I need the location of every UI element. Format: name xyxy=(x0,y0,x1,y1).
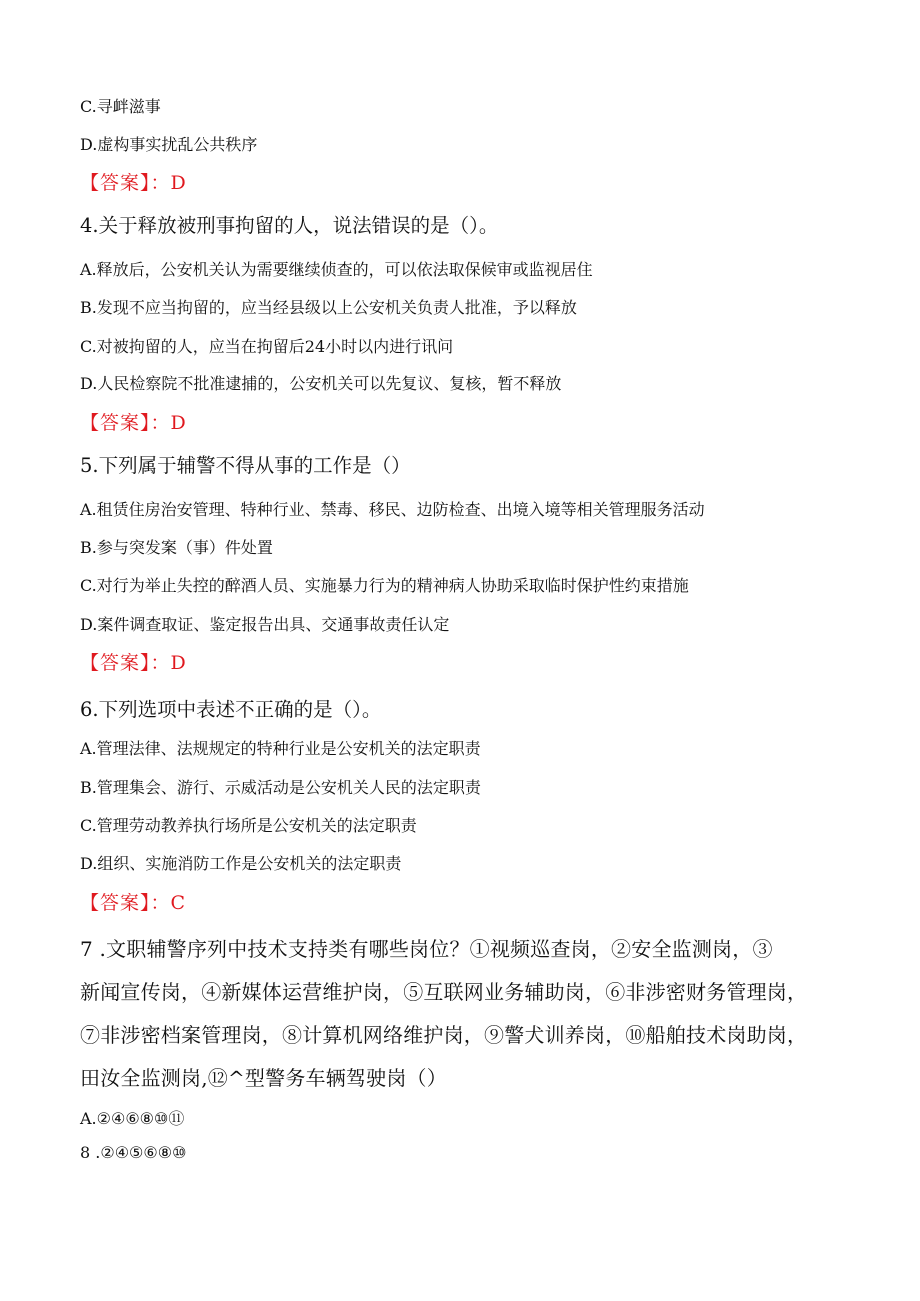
answer-q3: 【答案】：D xyxy=(80,172,187,194)
question-4: 4.关于释放被刑事拘留的人，说法错误的是（）。 xyxy=(80,214,499,237)
option-c-q3: C.寻衅滋事 xyxy=(80,97,161,116)
option-b-q5: B.参与突发案（事）件处置 xyxy=(80,538,273,557)
option-b-q7: 8 .②④⑤⑥⑧⑩ xyxy=(80,1143,187,1162)
option-d-q6: D.组织、实施消防工作是公安机关的法定职责 xyxy=(80,854,402,873)
option-d-q5: D.案件调查取证、鉴定报告出具、交通事故责任认定 xyxy=(80,615,450,634)
option-b-q4: B.发现不应当拘留的，应当经县级以上公安机关负责人批准，予以释放 xyxy=(80,298,577,317)
question-7-line-3: ⑦非涉密档案管理岗，⑧计算机网络维护岗，⑨警犬训养岗，⑩船舶技术岗助岗， xyxy=(80,1023,808,1047)
question-5: 5.下列属于辅警不得从事的工作是（） xyxy=(80,454,411,477)
option-a-q6: A.管理法律、法规规定的特种行业是公安机关的法定职责 xyxy=(80,739,481,758)
option-a-q5: A.租赁住房治安管理、特种行业、禁毒、移民、边防检查、出境入境等相关管理服务活动 xyxy=(80,500,705,519)
option-c-q4: C.对被拘留的人，应当在拘留后24小时以内进行讯问 xyxy=(80,337,454,356)
option-c-q6: C.管理劳动教养执行场所是公安机关的法定职责 xyxy=(80,816,417,835)
question-7-line-1: 7 .文职辅警序列中技术支持类有哪些岗位？①视频巡查岗，②安全监测岗，③ xyxy=(80,937,773,961)
option-a-q4: A.释放后，公安机关认为需要继续侦查的，可以依法取保候审或监视居住 xyxy=(80,260,593,279)
option-b-q6: B.管理集会、游行、示威活动是公安机关人民的法定职责 xyxy=(80,778,481,797)
question-7-line-4: 田汝全监测岗,⑫^型警务车辆驾驶岗（） xyxy=(80,1066,447,1090)
answer-q5: 【答案】：D xyxy=(80,652,187,674)
option-a-q7: A.②④⑥⑧⑩⑪ xyxy=(80,1109,185,1128)
option-c-q5: C.对行为举止失控的醉酒人员、实施暴力行为的精神病人协助采取临时保护性约束措施 xyxy=(80,576,689,595)
question-7-line-2: 新闻宣传岗，④新媒体运营维护岗，⑤互联网业务辅助岗，⑥非涉密财务管理岗， xyxy=(80,980,808,1004)
answer-q6: 【答案】：C xyxy=(80,892,187,914)
option-d-q3: D.虚构事实扰乱公共秩序 xyxy=(80,135,258,154)
option-d-q4: D.人民检察院不批准逮捕的，公安机关可以先复议、复核，暂不释放 xyxy=(80,374,562,393)
answer-q4: 【答案】：D xyxy=(80,412,187,434)
question-6: 6.下列选项中表述不正确的是（）。 xyxy=(80,698,382,721)
